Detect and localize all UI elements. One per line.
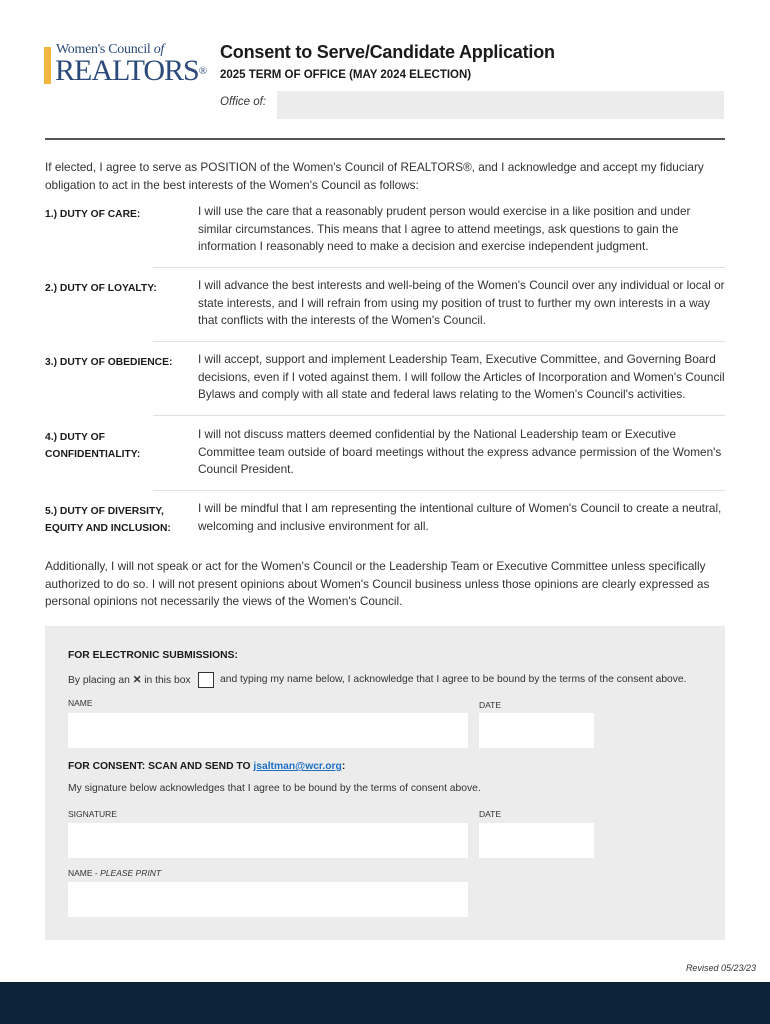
x-icon: ✕ <box>132 675 142 686</box>
wcr-logo <box>44 42 207 88</box>
signature-label: SIGNATURE <box>68 809 117 819</box>
scan-date-input[interactable] <box>479 823 594 858</box>
scan-heading: FOR CONSENT: SCAN AND SEND TO jsaltman@wcr.org: <box>68 761 346 772</box>
logo-line1: Women's Council of <box>56 42 164 57</box>
duty-divider <box>153 267 725 268</box>
duty-text: I will use the care that a reasonably prudent person would exercise in a like position and under similar circumstances. This means that I agree to attend meetings, ask questions to gain the information I reasonably need to make a decision and exercise independent judgment. <box>198 204 691 253</box>
scan-ack: My signature below acknowledges that I agree to be bound by the terms of consent above. <box>68 783 481 794</box>
intro-paragraph: If elected, I agree to serve as POSITION of the Women's Council of REALTORS®, and I acknowledge and accept my fiduciary obligation to act in the best interests of the Women's Council as follows: <box>45 160 704 192</box>
electronic-name-input[interactable] <box>68 713 468 748</box>
date-label: DATE <box>479 700 502 710</box>
office-label: Office of: <box>220 96 267 108</box>
scan-date-label: DATE <box>479 809 502 819</box>
office-input[interactable] <box>277 91 724 119</box>
duty-text: I will advance the best interests and well-being of the Women's Council over any individual or local or state interests, and I will refrain from using my position of trust to further my own interests in a way that conflicts with the interests of the Women's Council. <box>198 278 725 327</box>
duty-label: 2.) DUTY OF LOYALTY: <box>45 283 157 294</box>
consent-checkbox[interactable] <box>198 672 214 688</box>
ack-before: By placing an ✕ in this box <box>68 675 191 686</box>
duty-label: 1.) DUTY OF CARE: <box>45 209 141 220</box>
logo-accent-bar <box>44 47 51 84</box>
duty-divider <box>153 415 725 416</box>
print-name-input[interactable] <box>68 882 468 917</box>
submission-panel <box>45 626 725 940</box>
ack-after: and typing my name below, I acknowledge that I agree to be bound by the terms of the consent above. <box>220 674 687 685</box>
additional-paragraph: Additionally, I will not speak or act for the Women's Council or the Leadership Team or Executive Committee unless specifically authorized to do so. I will not present opinions about Women's Council business unless those opinions are clearly expressed as personal opinions not necessarily the views of the Women's Council. <box>45 559 710 608</box>
duty-label: 5.) DUTY OF DIVERSITY, EQUITY AND INCLUSION: <box>45 506 171 534</box>
duty-text: I will accept, support and implement Leadership Team, Executive Committee, and Governing Board decisions, even if I voted against them. I will follow the Articles of Incorporation and Women's Council Bylaws and comply with all state and federal laws relating to the Women's Council's activities. <box>198 352 725 401</box>
page-subtitle: 2025 TERM OF OFFICE (MAY 2024 ELECTION) <box>220 69 472 81</box>
duty-divider <box>153 490 725 491</box>
duty-divider <box>153 341 725 342</box>
signature-input[interactable] <box>68 823 468 858</box>
print-name-label: NAME - PLEASE PRINT <box>68 868 162 878</box>
footer-bar <box>0 982 770 1024</box>
header-divider <box>45 138 725 140</box>
duty-text: I will not discuss matters deemed confidential by the National Leadership team or Executive Committee team outside of board meetings without the express advance permission of the Women's Council President. <box>198 427 722 476</box>
electronic-date-input[interactable] <box>479 713 594 748</box>
revised-date: Revised 05/23/23 <box>685 963 756 973</box>
page-title: Consent to Serve/Candidate Application <box>220 42 555 62</box>
logo-line2: REALTORS® <box>55 54 207 87</box>
duty-label: 4.) DUTY OF CONFIDENTIALITY: <box>45 432 141 460</box>
email-link[interactable]: jsaltman@wcr.org <box>253 761 342 772</box>
name-label: NAME <box>68 698 93 708</box>
duty-text: I will be mindful that I am representing the intentional culture of Women's Council to create a neutral, welcoming and inclusive environment for all. <box>198 501 722 533</box>
electronic-heading: FOR ELECTRONIC SUBMISSIONS: <box>68 650 238 661</box>
duty-label: 3.) DUTY OF OBEDIENCE: <box>45 357 173 368</box>
